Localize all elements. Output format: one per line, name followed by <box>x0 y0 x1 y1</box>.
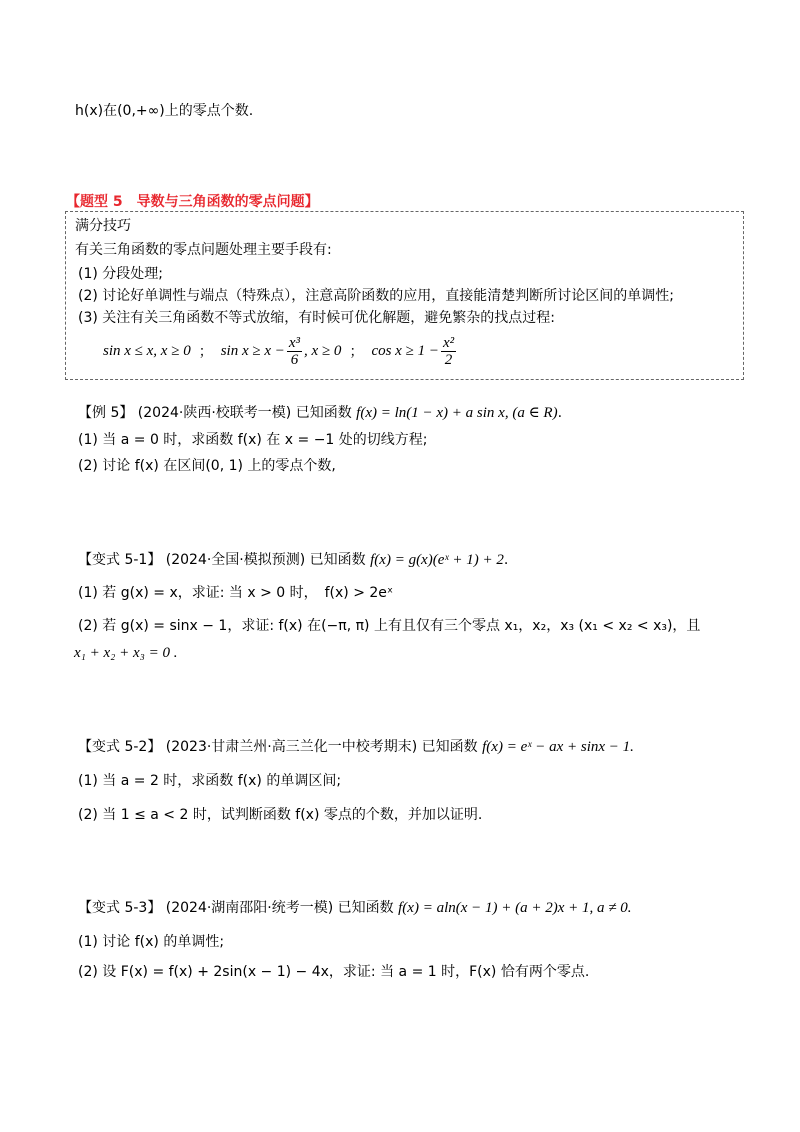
v51-q1: (1) 若 g(x) = x，求证: 当 x > 0 时， f(x) > 2eˣ <box>78 585 394 601</box>
formula-sin-cond: , x ≥ 0 <box>304 342 342 359</box>
formula-sep-2: ； <box>349 344 364 360</box>
formula-sin-lower: sin x ≥ x − <box>220 342 285 359</box>
box-item-3: (3) 关注有关三角函数不等式放缩，有时候可优化解题，避免繁杂的找点过程: <box>78 310 555 326</box>
ex5-q2: (2) 讨论 f(x) 在区间(0, 1) 上的零点个数, <box>78 458 336 474</box>
formula-fraction-1: $\frac{\text{x³}}{6}$ <box>288 334 301 368</box>
v51-q2: (2) 若 g(x) = sinx − 1，求证: f(x) 在(−π, π) 上有且仅有三个零点 x₁，x₂，x₃ (x₁ < x₂ < x₃)，且 <box>78 618 701 634</box>
top-line: h(x)在(0,+∞)上的零点个数. <box>75 103 254 119</box>
v52-q2: (2) 当 1 ≤ a < 2 时，试判断函数 f(x) 零点的个数，并加以证明. <box>78 807 483 823</box>
section-title: 【题型 5 导数与三角函数的零点问题】 <box>66 194 319 210</box>
formula-fraction-2: $\frac{\text{x²}}{2}$ <box>442 334 455 368</box>
formula-sep-1: ； <box>198 344 213 360</box>
ex5-q1: (1) 当 a = 0 时，求函数 f(x) 在 x = −1 处的切线方程; <box>78 432 428 448</box>
box-formulas <box>103 330 458 372</box>
v51-q2b: x₁ + x₂ + x₃ = 0 . <box>74 645 178 661</box>
v52-head: 【变式 5-2】 (2023·甘肃兰州·高三兰化一中校考期末) 已知函数 f(x) = eˣ − ax + sinx − 1. <box>78 739 634 755</box>
v53-q2: (2) 设 F(x) = f(x) + 2sin(x − 1) − 4x，求证: 当 a = 1 时，F(x) 恰有两个零点. <box>78 964 590 980</box>
v53-head: 【变式 5-3】 (2024·湖南邵阳·统考一模) 已知函数 f(x) = aln(x − 1) + (a + 2)x + 1, a ≠ 0. <box>78 900 632 916</box>
formula-sin-upper: sin x ≤ x, x ≥ 0 <box>103 342 191 359</box>
v52-q1: (1) 当 a = 2 时，求函数 f(x) 的单调区间; <box>78 773 342 789</box>
box-item-2: (2) 讨论好单调性与端点（特殊点），注意高阶函数的应用，直接能清楚判断所讨论区间的单调性; <box>78 288 674 304</box>
v51-head: 【变式 5-1】 (2024·全国·模拟预测) 已知函数 f(x) = g(x)(eˣ + 1) + 2. <box>78 552 509 568</box>
formula-cos: cos x ≥ 1 − <box>371 342 439 359</box>
ex5-head: 【例 5】 (2024·陕西·校联考一模) 已知函数 f(x) = ln(1 − x) + a sin x, (a ∈ R). <box>78 405 563 421</box>
v53-q1: (1) 讨论 f(x) 的单调性; <box>78 934 225 950</box>
box-intro: 有关三角函数的零点问题处理主要手段有: <box>75 242 332 258</box>
box-item-1: (1) 分段处理; <box>78 266 163 282</box>
box-title: 满分技巧 <box>75 218 131 234</box>
